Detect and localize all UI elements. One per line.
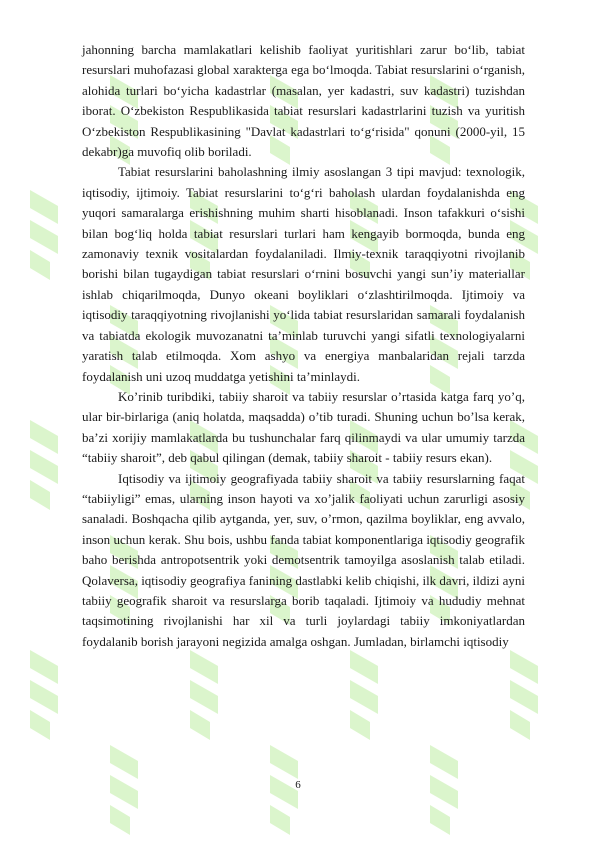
watermark-mark [30,420,58,510]
text-body [82,40,525,652]
watermark-mark [510,650,538,740]
page-number: 6 [295,779,301,791]
paragraph-3: Ko’rinib turibdiki, tabiiy sharoit va tabiiy resurslar o’rtasida katga farq yo’q, ular bir-birlariga (aniq holatda, maqsadda) o’tib turadi. Shuning uchun bo’lsa kerak, ba’zi xorijiy mamlakatlarda bu tushunchalar farq qilinmaydi va ular umumiy tarzda “tabiiy sharoit”, deb qabul qilingan (demak, tabiiy sharoit - tabiiy resurs ekan). [82,388,525,466]
paragraph-2: Tabiat resurslarini baholashning ilmiy asoslangan 3 tipi mavjud: texnologik, iqtisodiy, ijtimoiy. Tabiat resurslarini to‘g‘ri baholash ulardan foydalanishda eng yuqori samaralarga erishishning muhim sharti hisoblanadi. Inson tafakkuri o‘sishi bilan bog‘liq holda tabiat resurslari turlari ham kengayib bormoqda, bunda eng zamonaviy texnik vositalardan foydalaniladi. Ilmiy-texnik taraqqiyotni rivojlanib borishi bilan tugaydigan tabiat resurslari o‘rnini bosuvchi yangi sun’iy materiallar ishlab chiqarilmoqda, Dunyo okeani boyliklari o‘zlashtirilmoqda. Ijtimoiy va iqtisodiy taraqqiyotning rivojlanishi yo‘lida tabiat resurslaridan samarali foydalanish va tabiatda ekologik muvozanatni ta’minlab turuvchi yangi sifatli texnologiyalarni yaratish talab etilmoqda. Xom ashyo va energiya manbalaridan rejali tarzda foydalanish uni uzoq muddatga yetishini ta’minlaydi. [82,164,525,384]
watermark-mark [350,650,378,740]
watermark-mark [190,650,218,740]
watermark-mark [30,190,58,280]
watermark-mark [30,650,58,740]
paragraph-1: jahonning barcha mamlakatlari kelishib faoliyat yuritishlari zarur bo‘lib, tabiat resurslari muhofazasi global xarakterga ega bo‘lmoqda. Tabiat resurslarini o‘rganish, alohida turlari bo‘yicha kadastrlar (masalan, yer kadastri, suv kadastri) tuzishdan iborat. O‘zbekiston Respublikasida tabiat resurslari kadastrlarini tuzish va yuritish O‘zbekiston Respublikasining "Davlat kadastrlari to‘g‘risida" qonuni (2000-yil, 15 dekabr)ga muvofiq olib boriladi. [82,42,525,160]
paragraph-4: Iqtisodiy va ijtimoiy geografiyada tabiiy sharoit va tabiiy resurslarning faqat “tabiiyligi” emas, ularning inson hayoti va xo’jalik faoliyati uchun zarurligi asosiy sanaladi. Boshqacha qilib aytganda, yer, suv, o’rmon, qazilma boyliklar, eng avvalo, inson uchun kerak. Shu bois, ushbu fanda tabiat komponentlariga iqtisodiy geografik baho berishda antropotsentrik yoki demotsentrik tamoyilga asoslanish talab etiladi. Qolaversa, iqtisodiy geografiya fanining dastlabki kelib chiqishi, ilk davri, ildizi ayni tabiiy geografik sharoit va resurslarga borib taqaladi. Ijtimoiy va hududiy mehnat taqsimotining rivojlanishi har xil va turli joylardagi tabiiy imkoniyatlardan foydalanib borish jarayoni negizida amalga oshgan. Jumladan, birlamchi iqtisodiy [82,470,525,649]
